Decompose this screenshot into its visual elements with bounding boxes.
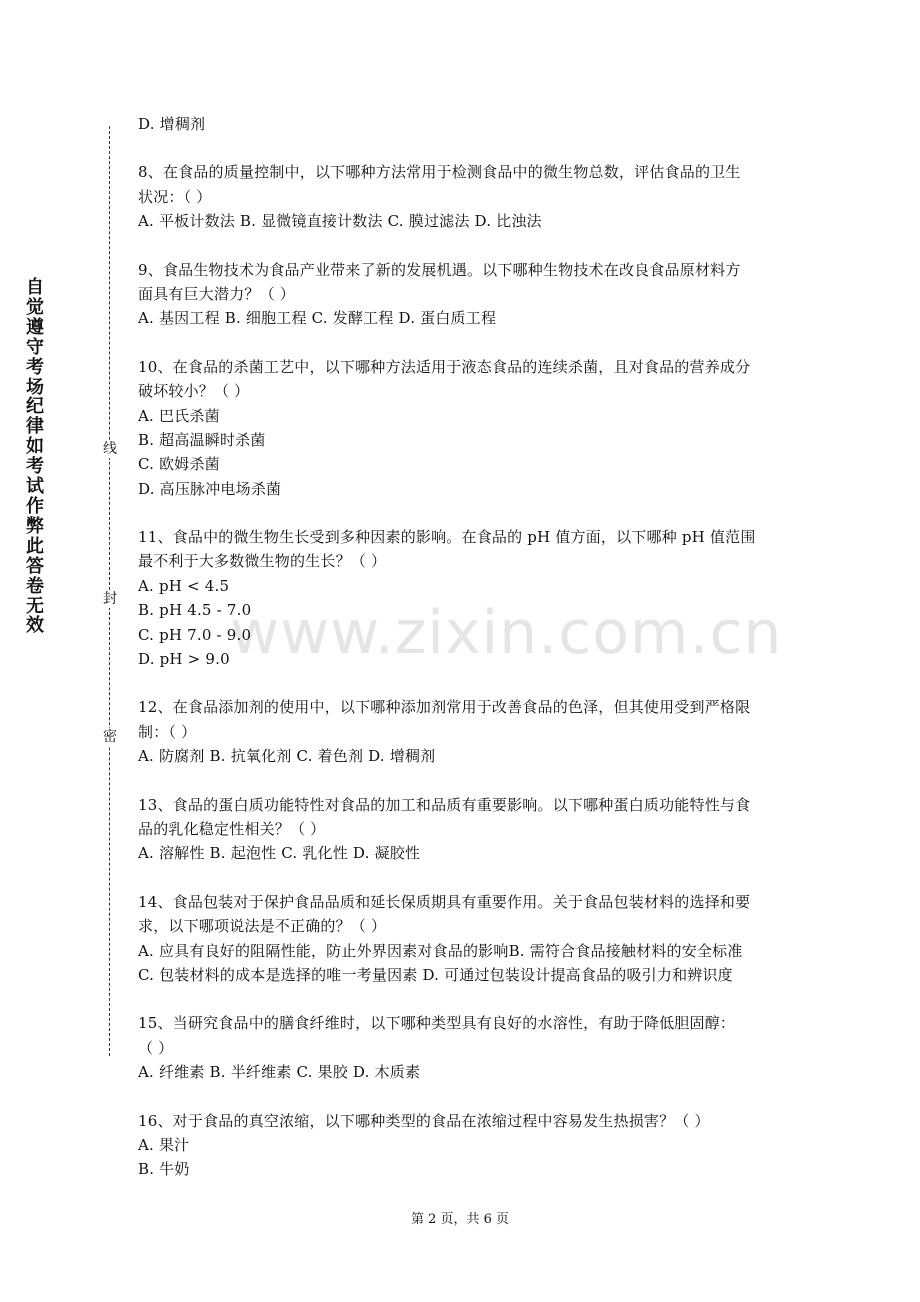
question-line: 品的乳化稳定性相关？（ ） (138, 819, 326, 838)
question-line: A. 果汁 (138, 1135, 190, 1154)
question-block (138, 525, 793, 671)
block-gap (138, 136, 793, 160)
question-block (138, 695, 793, 768)
question-line: 面具有巨大潜力？（ ） (138, 284, 295, 303)
question-line: 制：（ ） (138, 722, 197, 741)
question-line: 破坏较小？（ ） (138, 382, 250, 401)
question-content (138, 112, 793, 1182)
question-line: 15、当研究食品中的膳食纤维时，以下哪种类型具有良好的水溶性，有助于降低胆固醇： (138, 1014, 736, 1033)
seal-label-close: 密 (103, 729, 117, 745)
block-gap (138, 501, 793, 525)
question-line: 13、食品的蛋白质功能特性对食品的加工和品质有重要影响。以下哪种蛋白质功能特性与食 (138, 795, 751, 814)
question-block (138, 258, 793, 331)
exam-discipline-note: 自觉遵守考场纪律如考试作弊此答卷无效 (26, 277, 44, 637)
question-line: A. 溶解性 B. 起泡性 C. 乳化性 D. 凝胶性 (138, 844, 421, 863)
question-line: 16、对于食品的真空浓缩，以下哪种类型的食品在浓缩过程中容易发生热损害？（ ） (138, 1111, 710, 1130)
question-block (138, 1011, 793, 1084)
question-line: 求，以下哪项说法是不正确的？（ ） (138, 917, 387, 936)
question-line: A. 纤维素 B. 半纤维素 C. 果胶 D. 木质素 (138, 1063, 421, 1082)
block-gap (138, 987, 793, 1011)
question-line: B. pH 4.5 - 7.0 (138, 601, 252, 620)
seal-label-seal: 封 (103, 591, 117, 607)
question-line: 10、在食品的杀菌工艺中，以下哪种方法适用于液态食品的连续杀菌，且对食品的营养成分 (138, 357, 751, 376)
question-line: 状况：（ ） (138, 187, 212, 206)
question-line: D. 增稠剂 (138, 115, 206, 133)
question-line: C. pH 7.0 - 9.0 (138, 625, 252, 644)
block-gap (138, 671, 793, 695)
question-line: D. 高压脉冲电场杀菌 (138, 479, 282, 498)
question-line: D. pH > 9.0 (138, 650, 230, 669)
question-line: A. 应具有良好的阻隔性能，防止外界因素对食品的影响B. 需符合食品接触材料的安全标准 (138, 941, 743, 960)
question-line: A. 平板计数法 B. 显微镜直接计数法 C. 膜过滤法 D. 比浊法 (138, 212, 542, 231)
question-line: C. 包装材料的成本是选择的唯一考量因素 D. 可通过包装设计提高食品的吸引力和辨识度 (138, 965, 733, 984)
question-line: A. 基因工程 B. 细胞工程 C. 发酵工程 D. 蛋白质工程 (138, 309, 497, 328)
block-gap (138, 331, 793, 355)
page-footer: 第 2 页，共 6 页 (410, 1212, 510, 1227)
question-block (138, 355, 793, 501)
question-line: C. 欧姆杀菌 (138, 455, 220, 474)
question-line: B. 牛奶 (138, 1160, 190, 1179)
block-gap (138, 234, 793, 258)
block-gap (138, 866, 793, 890)
question-line: A. 防腐剂 B. 抗氧化剂 C. 着色剂 D. 增稠剂 (138, 747, 436, 766)
watermark: www.zixin.com.cn (230, 598, 783, 668)
question-line: 9、食品生物技术为食品产业带来了新的发展机遇。以下哪种生物技术在改良食品原材料方 (138, 260, 741, 279)
question-line: 11、食品中的微生物生长受到多种因素的影响。在食品的 pH 值方面，以下哪种 pH 值范围 (138, 528, 756, 547)
question-line: 8、在食品的质量控制中，以下哪种方法常用于检测食品中的微生物总数，评估食品的卫生 (138, 163, 741, 182)
question-line: A. pH < 4.5 (138, 576, 230, 595)
block-gap (138, 1085, 793, 1109)
question-line: 12、在食品添加剂的使用中，以下哪种添加剂常用于改善食品的色泽，但其使用受到严格限 (138, 698, 751, 717)
block-gap (138, 769, 793, 793)
question-line: 最不利于大多数微生物的生长？（ ） (138, 552, 387, 571)
question-line: （ ） (138, 1038, 174, 1057)
question-block (138, 793, 793, 866)
question-block (138, 112, 793, 136)
question-block (138, 1109, 793, 1182)
question-block (138, 160, 793, 233)
question-line: A. 巴氏杀菌 (138, 406, 220, 425)
question-line: B. 超高温瞬时杀菌 (138, 430, 266, 449)
seal-label-line: 线 (103, 441, 117, 457)
question-line: 14、食品包装对于保护食品品质和延长保质期具有重要作用。关于食品包装材料的选择和要 (138, 892, 751, 911)
question-block (138, 890, 793, 988)
